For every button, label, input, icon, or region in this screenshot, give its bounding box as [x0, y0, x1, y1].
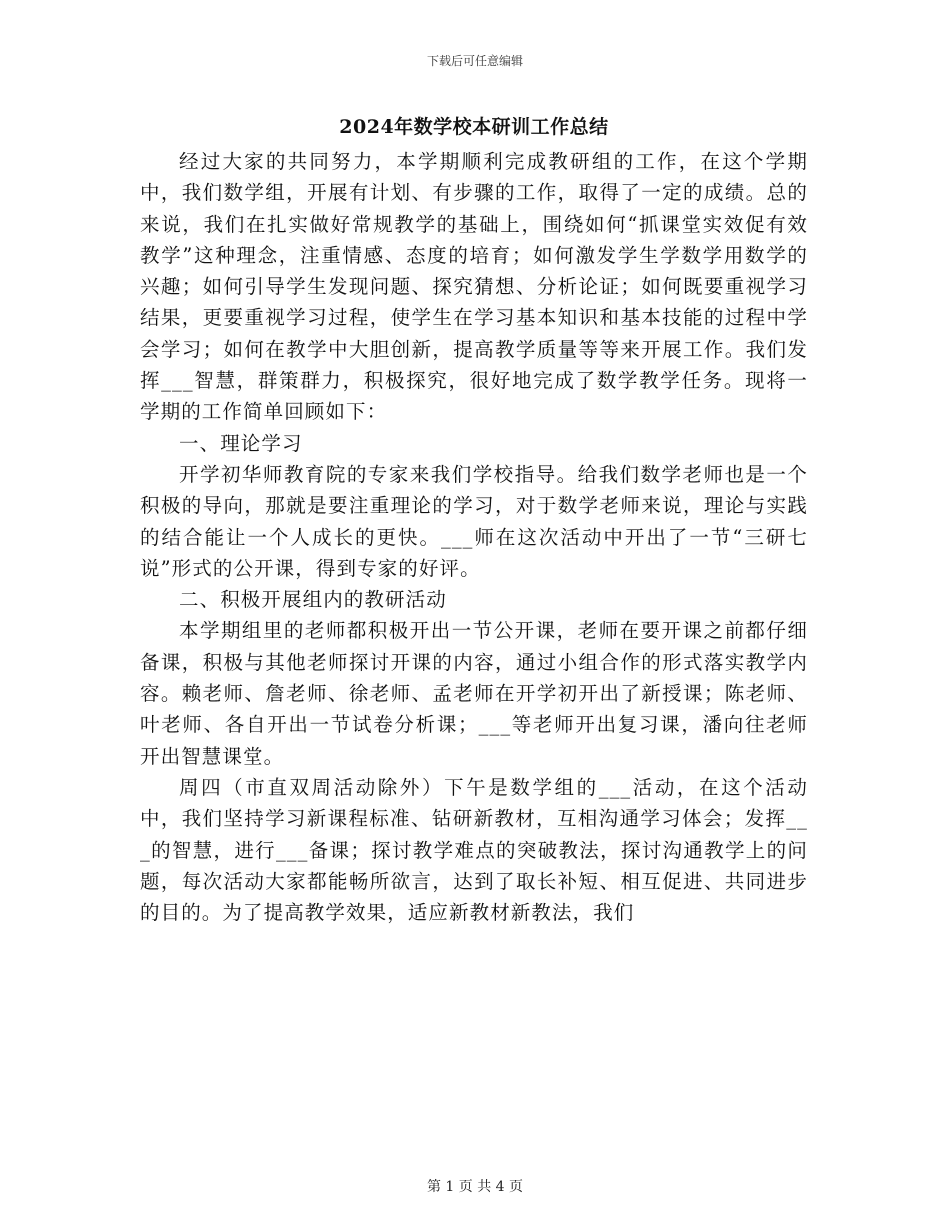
page-number-footer: 第 1 页 共 4 页 — [426, 1179, 524, 1195]
section-heading-group-activities: 二、积极开展组内的教研活动 — [179, 588, 447, 612]
paragraph-intro: 经过大家的共同努力，本学期顺利完成教研组的工作，在这个学期中，我们数学组，开展有计划、有步骤的工作，取得了一定的成绩。总的来说，我们在扎实做好常规教学的基础上，围绕如何“抓课堂实效促有效教学”这种理念，注重情感、态度的培育；如何激发学生学数学用数学的兴趣；如何引导学生发现问题、探究猜想、分析论证；如何既要重视学习结果，更要重视学习过程，使学生在学习基本知识和基本技能的过程中学会学习；如何在教学中大胆创新，提高教学质量等等来开展工作。我们发挥___智慧，群策群力，积极探究，很好地完成了数学教学任务。现将一学期的工作简单回顾如下： — [140, 150, 808, 424]
section-heading-theory-study: 一、理论学习 — [179, 431, 303, 455]
document-title: 2024年数学校本研训工作总结 — [339, 116, 609, 138]
paragraph-theory-study: 开学初华师教育院的专家来我们学校指导。给我们数学老师也是一个积极的导向，那就是要注重理论的学习，对于数学老师来说，理论与实践的结合能让一个人成长的更快。___师在这次活动中开出了一节“三研七说”形式的公开课，得到专家的好评。 — [140, 462, 808, 580]
page-header-note: 下载后可任意编辑 — [426, 54, 523, 68]
paragraph-thursday-activities: 周四（市直双周活动除外）下午是数学组的___活动，在这个活动中，我们坚持学习新课程标准、钻研新教材，互相沟通学习体会；发挥___的智慧，进行___备课；探讨教学难点的突破教法，探讨沟通教学上的问题，每次活动大家都能畅所欲言，达到了取长补短、相互促进、共同进步的目的。为了提高教学效果，适应新教材新教法，我们 — [140, 775, 808, 925]
paragraph-open-classes: 本学期组里的老师都积极开出一节公开课，老师在要开课之前都仔细备课，积极与其他老师探讨开课的内容，通过小组合作的形式落实教学内容。赖老师、詹老师、徐老师、孟老师在开学初开出了新授课；陈老师、叶老师、各自开出一节试卷分析课；___等老师开出复习课，潘向往老师开出智慧课堂。 — [140, 619, 808, 768]
document-body — [140, 146, 808, 928]
